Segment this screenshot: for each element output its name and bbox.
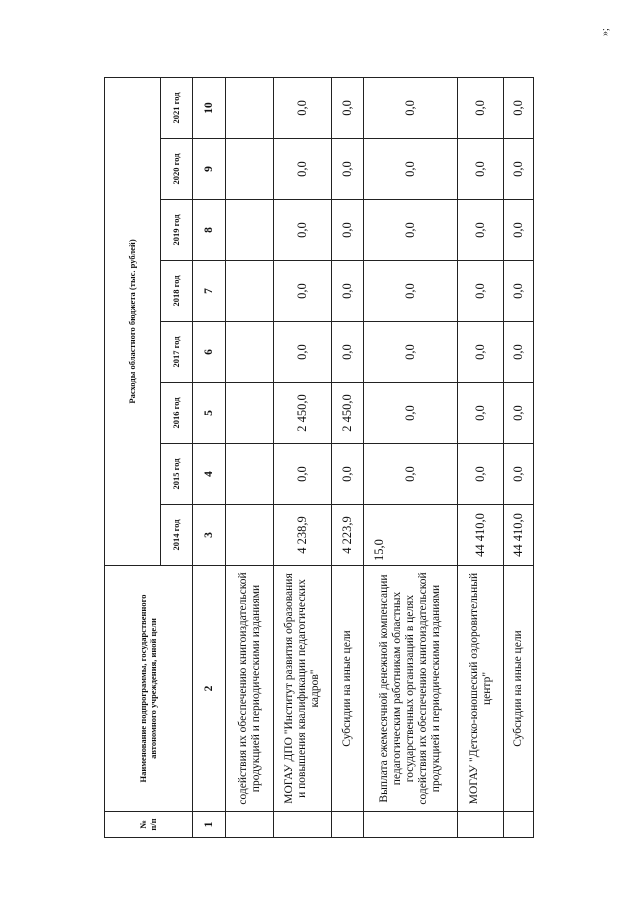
row-value: 0,0 — [504, 261, 534, 322]
row-name: Субсидии на иные цели — [332, 566, 364, 812]
row-value: 0,0 — [274, 444, 332, 505]
row-value: 4 223,9 — [332, 505, 364, 566]
column-number: 2 — [193, 566, 226, 812]
column-number-row — [193, 77, 226, 837]
row-value: 0,0 — [364, 200, 458, 261]
row-value: 0,0 — [364, 139, 458, 200]
row-value: 0,0 — [274, 322, 332, 383]
row-number — [458, 812, 504, 838]
row-value: 0,0 — [364, 261, 458, 322]
row-value: 0,0 — [332, 139, 364, 200]
row-name: Выплата ежемесячной денежной компенсации педагогическим работникам областных государственных организаций в целях содействия их обеспечению книгоиздательской продукцией и периодическими изданиями — [364, 566, 458, 812]
row-value: 0,0 — [364, 444, 458, 505]
year-header: 2016 год — [161, 383, 193, 444]
year-header: 2014 год — [161, 505, 193, 566]
table-row — [364, 77, 458, 837]
row-value: 0,0 — [504, 383, 534, 444]
budget-table — [104, 77, 534, 838]
row-value: 0,0 — [458, 383, 504, 444]
row-value — [226, 383, 274, 444]
side-mark: »; — [600, 28, 611, 36]
row-value: 0,0 — [504, 139, 534, 200]
row-value: 0,0 — [332, 200, 364, 261]
row-value: 2 450,0 — [274, 383, 332, 444]
row-value: 0,0 — [504, 444, 534, 505]
row-number — [332, 812, 364, 838]
year-header: 2018 год — [161, 261, 193, 322]
row-value: 0,0 — [332, 444, 364, 505]
col-no-header: № п/п — [105, 812, 193, 838]
row-value: 0,0 — [274, 77, 332, 138]
column-number: 7 — [193, 261, 226, 322]
row-value — [226, 505, 274, 566]
rotated-page — [104, 78, 529, 838]
row-value: 0,0 — [504, 200, 534, 261]
year-header: 2015 год — [161, 444, 193, 505]
row-value: 0,0 — [332, 261, 364, 322]
row-number — [274, 812, 332, 838]
column-number: 9 — [193, 139, 226, 200]
row-number — [226, 812, 274, 838]
row-value: 0,0 — [332, 322, 364, 383]
row-value: 0,0 — [364, 77, 458, 138]
row-value — [226, 77, 274, 138]
column-number: 3 — [193, 505, 226, 566]
column-number: 6 — [193, 322, 226, 383]
table-row — [226, 77, 274, 837]
year-header: 2020 год — [161, 139, 193, 200]
row-value: 0,0 — [458, 139, 504, 200]
row-value: 0,0 — [332, 77, 364, 138]
column-number: 1 — [193, 812, 226, 838]
col-name-header: Наименование подпрограммы, государственного автономного учреждения, иной цели — [105, 566, 193, 812]
row-value: 0,0 — [458, 261, 504, 322]
row-value: 0,0 — [504, 322, 534, 383]
header-row — [105, 77, 161, 837]
row-name: содействия их обеспечению книгоиздательской продукцией и периодическими изданиями — [226, 566, 274, 812]
row-value: 15,0 — [364, 505, 458, 566]
row-value: 0,0 — [458, 322, 504, 383]
table-row — [332, 77, 364, 837]
year-header: 2019 год — [161, 200, 193, 261]
table-row — [274, 77, 332, 837]
column-number: 10 — [193, 77, 226, 138]
row-value: 44 410,0 — [504, 505, 534, 566]
row-value: 0,0 — [274, 261, 332, 322]
row-name: МОГАУ ДПО "Институт развития образования и повышения квалификации педагогических кадров" — [274, 566, 332, 812]
row-value: 44 410,0 — [458, 505, 504, 566]
column-number: 8 — [193, 200, 226, 261]
row-name: Субсидии на иные цели — [504, 566, 534, 812]
row-name: МОГАУ "Детско-юношеский оздоровительный центр" — [458, 566, 504, 812]
row-value — [226, 261, 274, 322]
row-value: 0,0 — [504, 77, 534, 138]
row-value: 4 238,9 — [274, 505, 332, 566]
row-value: 2 450,0 — [332, 383, 364, 444]
row-value: 0,0 — [364, 383, 458, 444]
row-value: 0,0 — [274, 200, 332, 261]
row-value — [226, 444, 274, 505]
row-value — [226, 139, 274, 200]
row-value: 0,0 — [274, 139, 332, 200]
year-header: 2021 год — [161, 77, 193, 138]
row-value: 0,0 — [458, 200, 504, 261]
row-number — [364, 812, 458, 838]
column-number: 5 — [193, 383, 226, 444]
year-header: 2017 год — [161, 322, 193, 383]
row-value: 0,0 — [458, 77, 504, 138]
row-value: 0,0 — [458, 444, 504, 505]
row-value — [226, 322, 274, 383]
column-number: 4 — [193, 444, 226, 505]
table-row — [504, 77, 534, 837]
expenses-header: Расходы областного бюджета (тыс. рублей) — [105, 77, 161, 565]
row-value: 0,0 — [364, 322, 458, 383]
table-row — [458, 77, 504, 837]
row-number — [504, 812, 534, 838]
row-value — [226, 200, 274, 261]
